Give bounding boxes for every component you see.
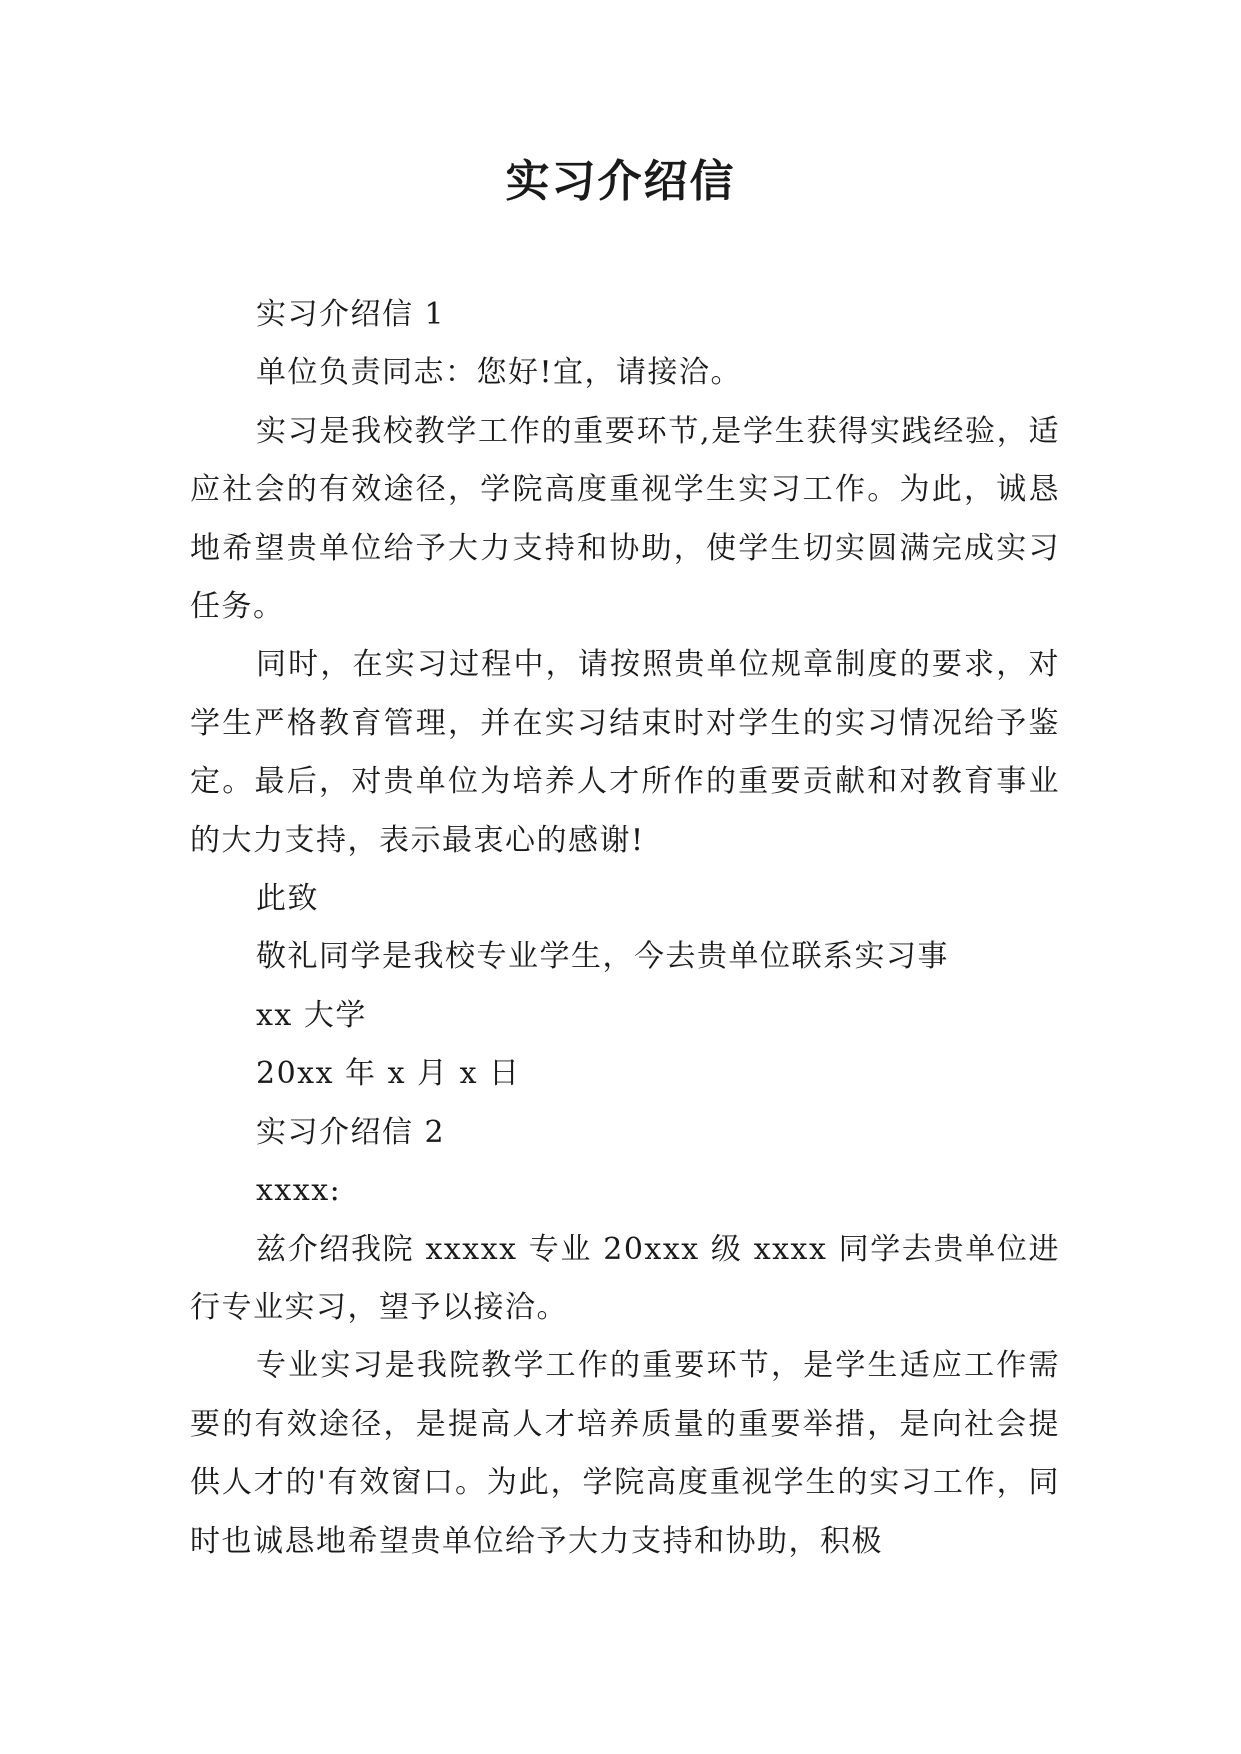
document-title: 实习介绍信 <box>505 156 736 207</box>
body-paragraph: 专业实习是我院教学工作的重要环节，是学生适应工作需要的有效途径，是提高人才培养质量的重要举措，是向社会提供人才的'有效窗口。为此，学院高度重视学生的实习工作，同时也诚恳地希望贵单位给予大力支持和协助，积极 <box>190 1348 1060 1559</box>
signature-date: 20xx 年 x 月 x 日 <box>256 1056 521 1092</box>
signature-org: xx 大学 <box>256 997 367 1033</box>
body-paragraph: 同时，在实习过程中，请按照贵单位规章制度的要求，对学生严格教育管理，并在实习结束时对学生的实习情况给予鉴定。最后，对贵单位为培养人才所作的重要贡献和对教育事业的大力支持，表示最衷心的感谢! <box>190 647 1060 858</box>
closing-line: 此致 <box>256 881 319 917</box>
document-body <box>190 286 1060 1571</box>
section-heading-2: 实习介绍信 2 <box>256 1114 446 1150</box>
salutation: 单位负责同志：您好!宜，请接洽。 <box>256 355 743 391</box>
closing-line: 敬礼同学是我校专业学生，今去贵单位联系实习事 <box>256 939 949 975</box>
body-paragraph: 兹介绍我院 xxxxx 专业 20xxx 级 xxxx 同学去贵单位进行专业实习，望予以接洽。 <box>190 1231 1060 1325</box>
section-heading-1: 实习介绍信 1 <box>256 297 446 332</box>
addressee: xxxx: <box>256 1173 342 1209</box>
body-paragraph: 实习是我校教学工作的重要环节,是学生获得实践经验，适应社会的有效途径，学院高度重视学生实习工作。为此，诚恳地希望贵单位给予大力支持和协助，使学生切实圆满完成实习任务。 <box>190 413 1060 625</box>
